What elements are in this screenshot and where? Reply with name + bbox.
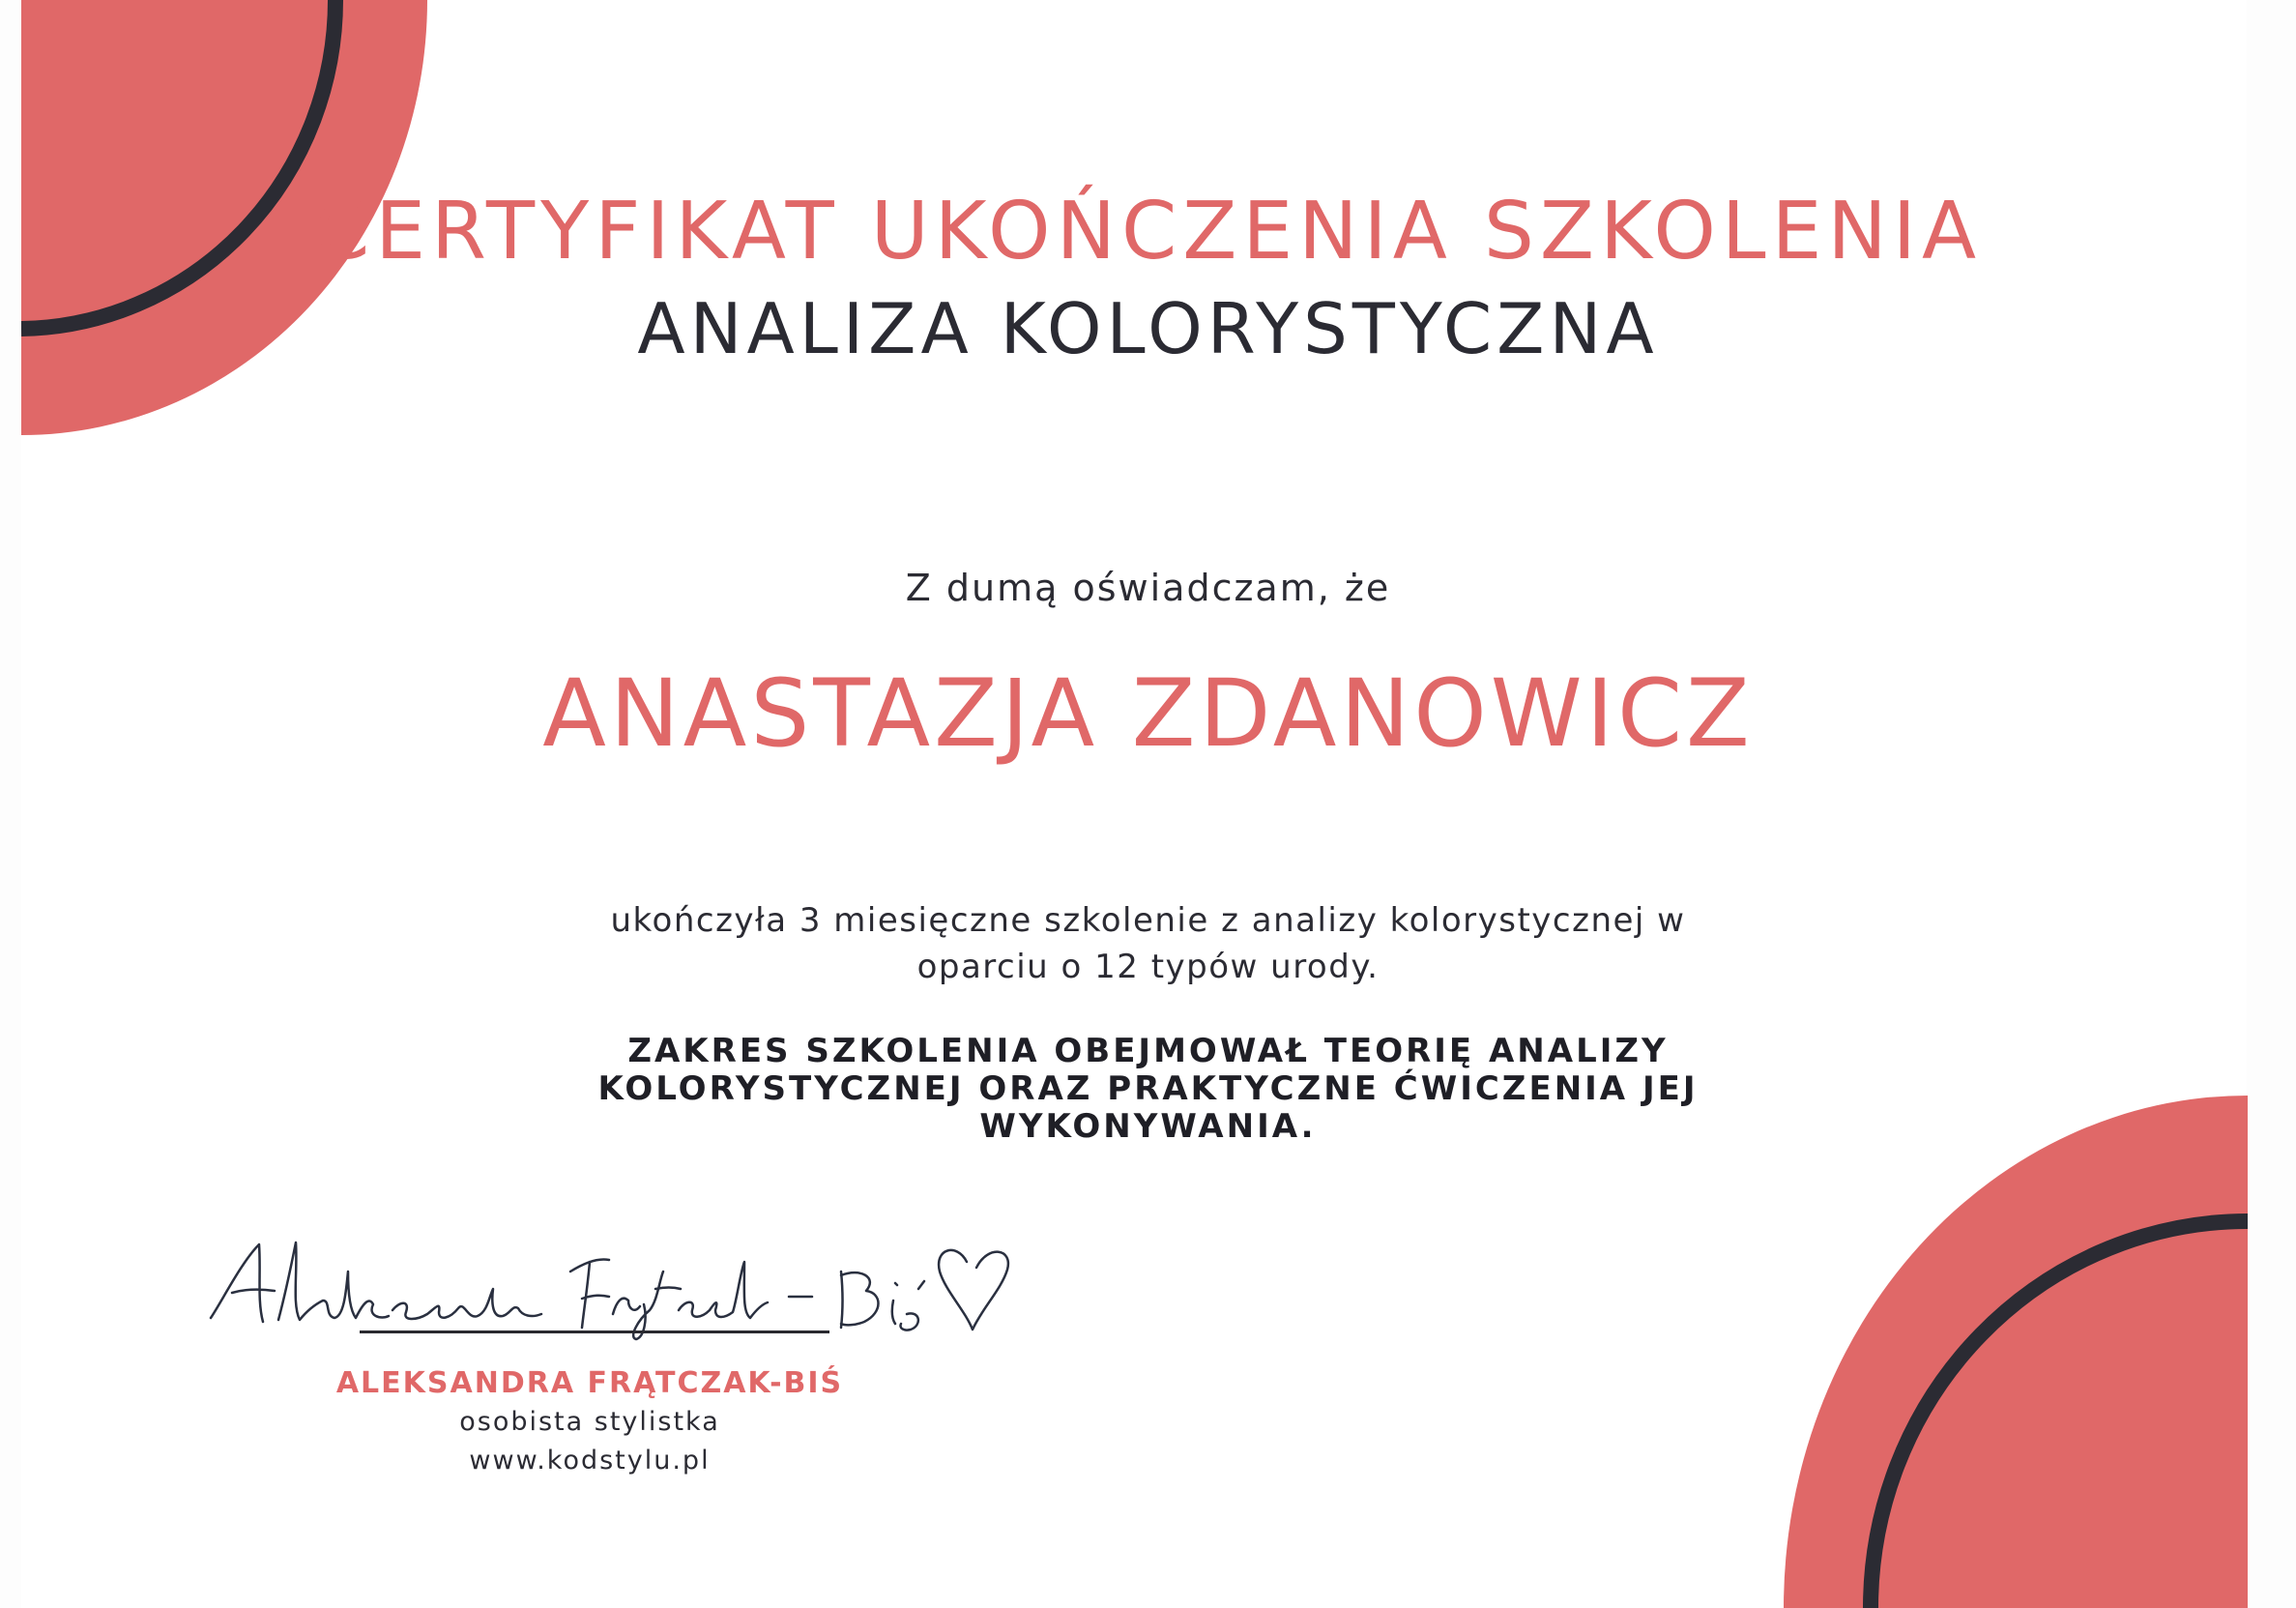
course-name: ANALIZA KOLORYSTYCZNA	[637, 288, 1659, 369]
signer-role: osobista stylistka	[459, 1407, 720, 1437]
signer-website: www.kodstylu.pl	[469, 1446, 711, 1476]
recipient-name: ANASTAZJA ZDANOWICZ	[542, 659, 1754, 768]
completion-text: ukończyła 3 miesięczne szkolenie z analizy kolorystycznej w oparciu o 12 typów urody.	[610, 901, 1686, 986]
title-block	[0, 184, 2296, 373]
certificate-title: CERTYFIKAT UKOŃCZENIA SZKOLENIA	[313, 186, 1983, 278]
scope-text: ZAKRES SZKOLENIA OBEJMOWAŁ TEORIĘ ANALIZY KOLORYSTYCZNEJ ORAZ PRAKTYCZNE ĆWICZENIA JEJ WYKONYWANIA.	[597, 1032, 1699, 1146]
intro-text: Z dumą oświadczam, że	[905, 567, 1391, 609]
signature-line	[360, 1330, 829, 1333]
bottom-right-circle-decoration	[1784, 1096, 2248, 1608]
signer-name: ALEKSANDRA FRĄTCZAK-BIŚ	[335, 1366, 844, 1400]
